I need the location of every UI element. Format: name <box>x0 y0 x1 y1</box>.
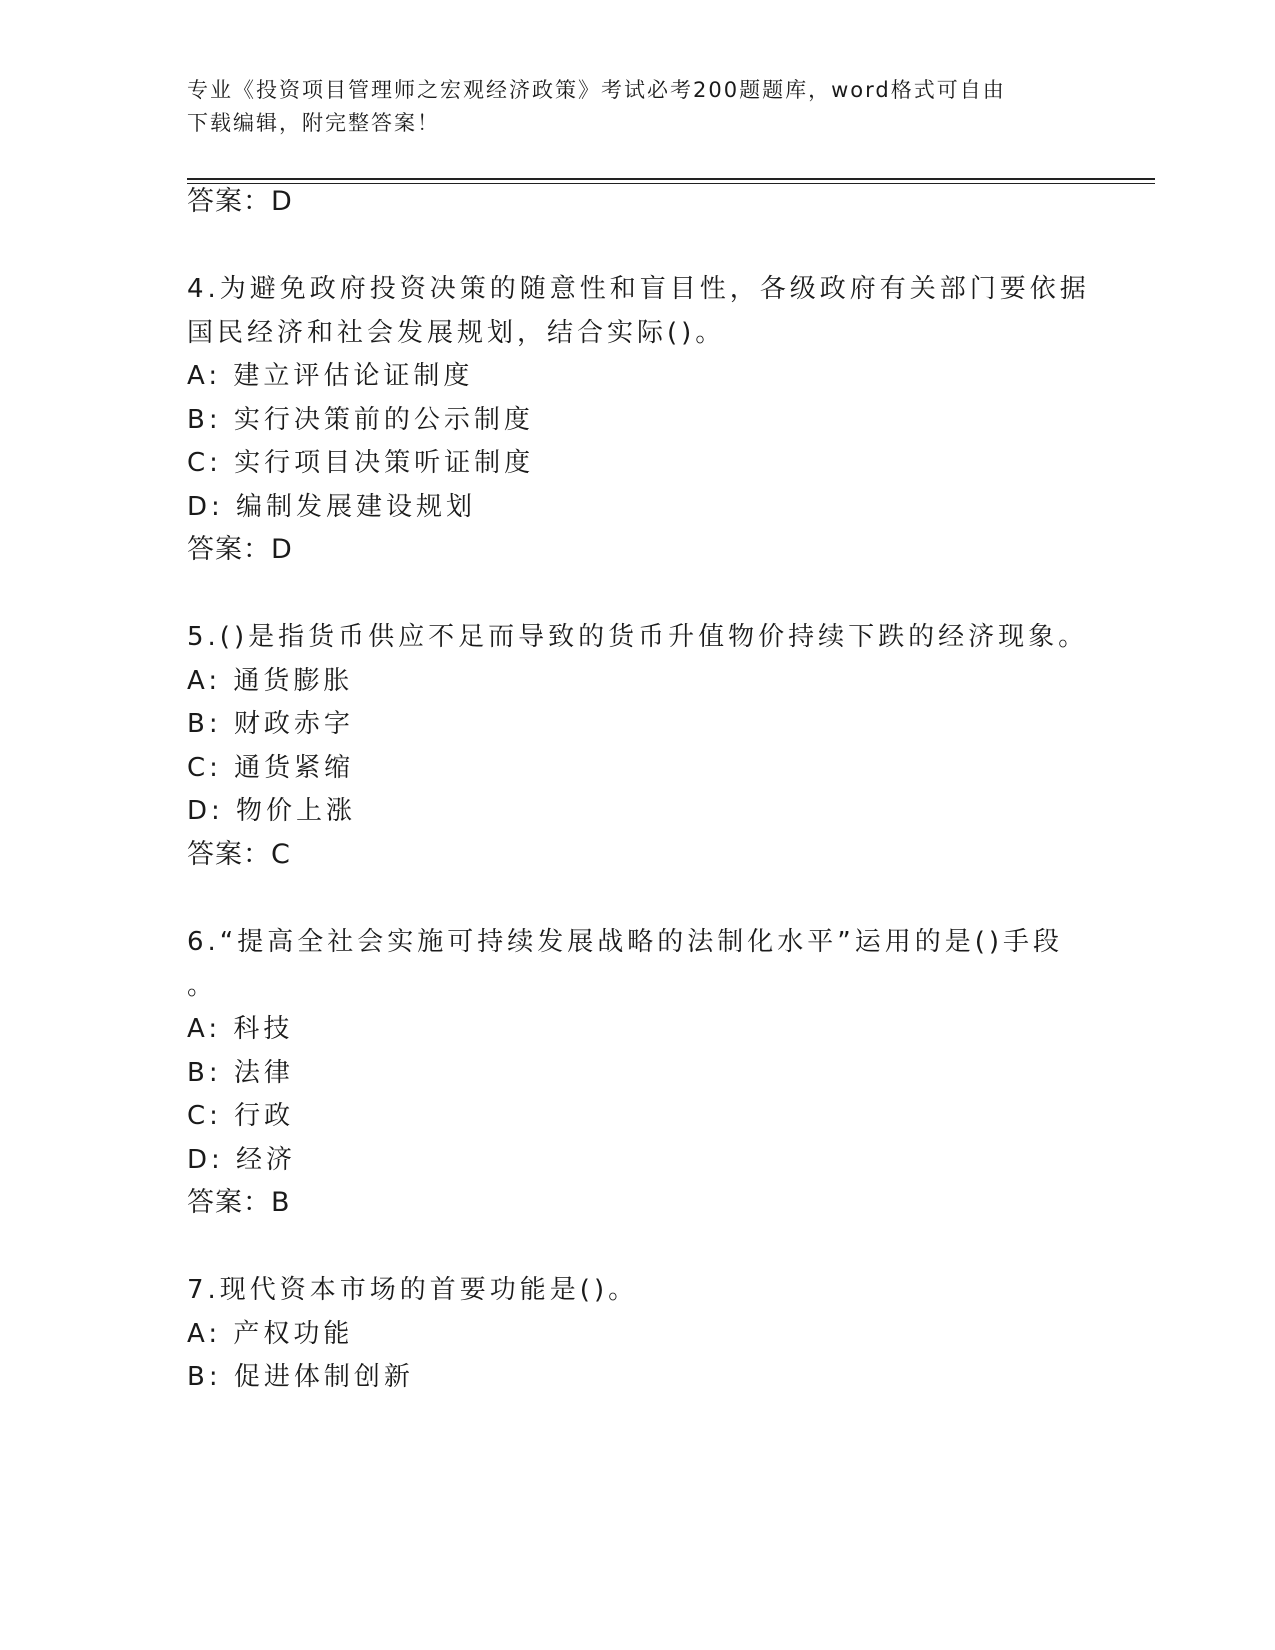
question-5-answer: 答案：C <box>187 839 291 870</box>
question-6-option-a: A: 科技 <box>187 1014 294 1044</box>
question-6-option-c: C: 行政 <box>187 1101 295 1131</box>
question-7-option-a: A: 产权功能 <box>187 1319 354 1349</box>
question-4-answer: 答案：D <box>187 534 293 565</box>
question-7-stem-line-1: 7.现代资本市场的首要功能是()。 <box>187 1275 639 1305</box>
question-6-option-b: B: 法律 <box>187 1058 294 1088</box>
question-6-stem-line-2: 。 <box>187 971 218 1001</box>
question-5-stem-line-1: 5.()是指货币供应不足而导致的货币升值物价持续下跌的经济现象。 <box>187 622 1089 652</box>
question-5-option-d: D: 物价上涨 <box>187 796 357 826</box>
question-4-stem-line-1: 4.为避免政府投资决策的随意性和盲目性，各级政府有关部门要依据 <box>187 274 1090 304</box>
question-6-stem-line-1: 6.“提高全社会实施可持续发展战略的法制化水平”运用的是()手段 <box>187 927 1064 957</box>
question-5-option-c: C: 通货紧缩 <box>187 753 355 783</box>
document-header <box>187 74 1067 140</box>
header-line-1: 专业《投资项目管理师之宏观经济政策》考试必考200题题库，word格式可自由 <box>187 78 1006 102</box>
header-divider-thin <box>187 183 1155 184</box>
question-4-stem-line-2: 国民经济和社会发展规划，结合实际()。 <box>187 318 726 348</box>
question-6-option-d: D: 经济 <box>187 1145 297 1175</box>
question-5-option-a: A: 通货膨胀 <box>187 666 354 696</box>
question-6-answer: 答案：B <box>187 1187 291 1218</box>
header-divider-thick <box>187 178 1155 180</box>
question-5-option-b: B: 财政赤字 <box>187 709 354 739</box>
question-4-option-b: B: 实行决策前的公示制度 <box>187 405 534 435</box>
question-4-option-d: D: 编制发展建设规划 <box>187 492 477 522</box>
previous-answer: 答案：D <box>187 186 293 217</box>
header-line-2: 下载编辑，附完整答案！ <box>187 111 440 135</box>
question-7-option-b: B: 促进体制创新 <box>187 1362 414 1392</box>
question-4-option-a: A: 建立评估论证制度 <box>187 361 474 391</box>
question-4-option-c: C: 实行项目决策听证制度 <box>187 448 535 478</box>
